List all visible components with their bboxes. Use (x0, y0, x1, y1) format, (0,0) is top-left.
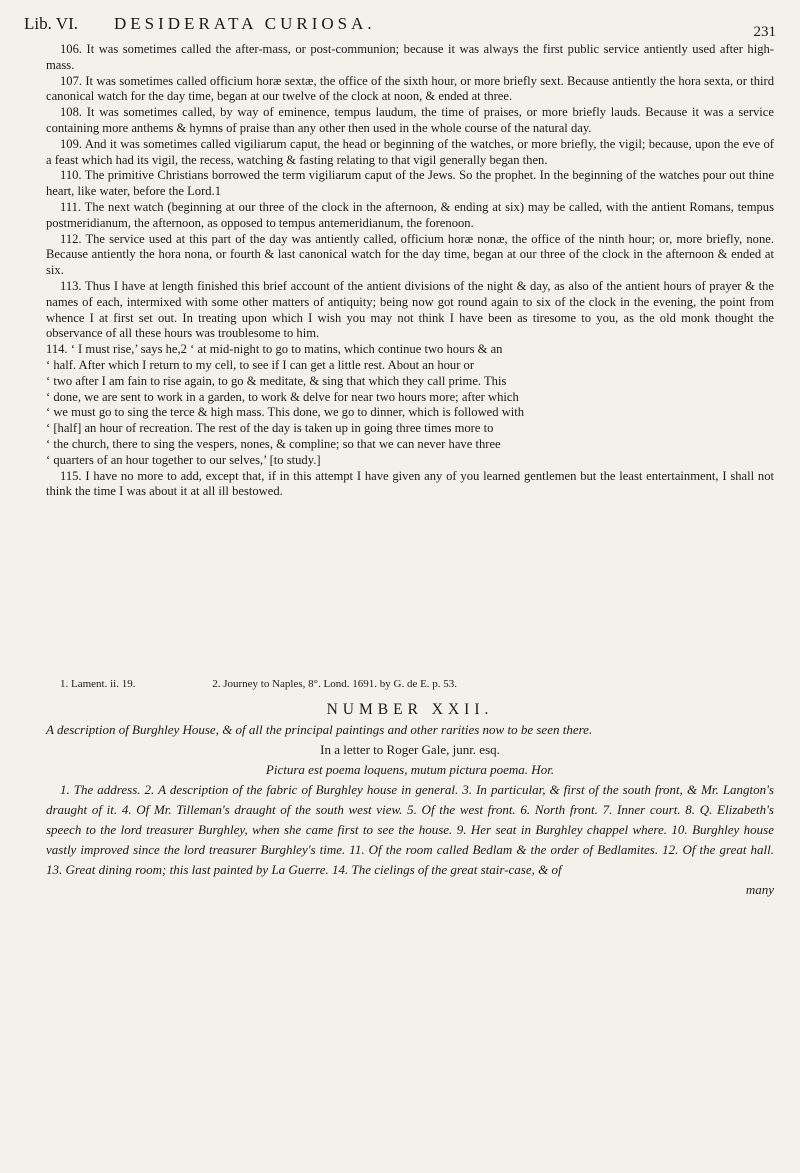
running-header (24, 14, 776, 38)
letter-dedication: In a letter to Roger Gale, junr. esq. (320, 742, 500, 757)
paragraph-107: 107. It was sometimes called officium horæ sextæ, the office of the sixth hour, or more briefly sext. Because antiently the hora sexta, or third canonical watch for the day time, began at our twelve of the clock at noon, & ended at three. (46, 73, 774, 104)
quote-line: ‘ two after I am fain to rise again, to go & meditate, & sing that which they call prime. This (46, 373, 507, 388)
footnotes (46, 678, 774, 690)
quote-line: ‘ we must go to sing the terce & high mass. This done, we go to dinner, which is followed with (46, 405, 525, 420)
quote-line: 114. ‘ I must rise,’ says he,2 ‘ at mid-night to go to matins, which continue two hours & an (46, 342, 503, 357)
quote-line: ‘ done, we are sent to work in a garden, to work & delve for near two hours more; after which (46, 389, 519, 404)
quote-line: ‘ quarters of an hour together to our selves,’ [to study.] (46, 452, 321, 467)
section-title: A description of Burghley House, & of all the principal paintings and other rarities now to be seen there. (46, 722, 593, 737)
paragraph-106: 106. It was sometimes called the after-mass, or post-communion; because it was always the first public service antiently used after high-mass. (46, 42, 774, 72)
catchword: many (745, 882, 774, 897)
footnote-2: 2. Journey to Naples, 8°. Lond. 1691. by G. de E. p. 53. (212, 678, 458, 690)
paragraph-115: 115. I have no more to add, except that, if in this attempt I have given any of you learned gentlemen but the least entertainment, I shall not think the time I was about it at all ill bestowed. (46, 468, 774, 499)
footnote-1: 1. Lament. ii. 19. (60, 678, 136, 690)
contents-summary: 1. The address. 2. A description of the fabric of Burghley house in general. 3. In particular, & first of the south front, & Mr. Langton's draught of it. 4. Of Mr. Tilleman's draught of the south west view. 5. Of the west front. 6. North front. 7. Inner court. 8. Q. Elizabeth's speech to the lord treasurer Burghley, when she came first to see the house. 9. Her seat in Burghley chappel where. 10. Burghley house vastly improved since the lord treasurer Burghley's time. 11. Of the room called Bedlam & the order of Bedlamites. 12. Of the great hall. 13. Great dining room; this last painted by La Guerre. 14. The cielings of the great stair-case, & of (46, 782, 774, 877)
running-title: DESIDERATA CURIOSA. (114, 14, 376, 33)
quote-line: ‘ the church, there to sing the vespers, nones, & compline; so that we can never have three (46, 436, 501, 451)
paragraph-111: 111. The next watch (beginning at our three of the clock in the afternoon, & ending at six) may be called, with the antient Romans, tempus postmeridianum, the afternoon, as opposed to tempus antemeridianum, the forenoon. (46, 199, 774, 230)
paragraph-109: 109. And it was sometimes called vigiliarum caput, the head or beginning of the watches, or more briefly, the vigil; because, upon the eve of a feast which had its vigil, the recess, watching & fasting relating to that vigil generally began then. (46, 136, 774, 167)
latin-motto: Pictura est poema loquens, mutum pictura poema. Hor. (265, 762, 555, 777)
section-number-heading: NUMBER XXII. (326, 701, 494, 718)
number-xxii-section (46, 700, 774, 900)
paragraph-108: 108. It was sometimes called, by way of eminence, tempus laudum, the time of praises, or more briefly lauds. Because it was a service containing more anthems & hymns of praise than any other then used in the whole course of the natural day. (46, 105, 774, 135)
monk-quote (46, 342, 774, 468)
paragraph-110: 110. The primitive Christians borrowed the term vigiliarum caput of the Jews. So the prophet. In the beginning of the watches pour out thine heart, like water, before the Lord.1 (46, 168, 774, 199)
book-reference: Lib. VI. (24, 14, 78, 33)
paragraph-112: 112. The service used at this part of the day was antiently called, officium horæ nonæ, the office of the ninth hour; or, more briefly, none. Because antiently the hora nona, or fourth & last canonical watch for the day time, began at our three of the clock in the afternoon & ended at six. (46, 231, 774, 278)
quote-line: ‘ half. After which I return to my cell, to see if I can get a little rest. About an hour or (46, 357, 475, 372)
main-text (46, 42, 774, 500)
page-number: 231 (753, 24, 776, 40)
paragraph-113: 113. Thus I have at length finished this brief account of the antient divisions of the night & day, as also of the antient hours of prayer & the names of each, intermixed with some other matters of antiquity; being now got round again to six of the clock in the evening, the point from whence I at first set out. In treating upon which I wish you may not think I have been as tiresome to you, as the old monk thought the observance of all these hours was troublesome to him. (46, 278, 774, 341)
quote-line: ‘ [half] an hour of recreation. The rest of the day is taken up in going three times more to (46, 421, 494, 436)
